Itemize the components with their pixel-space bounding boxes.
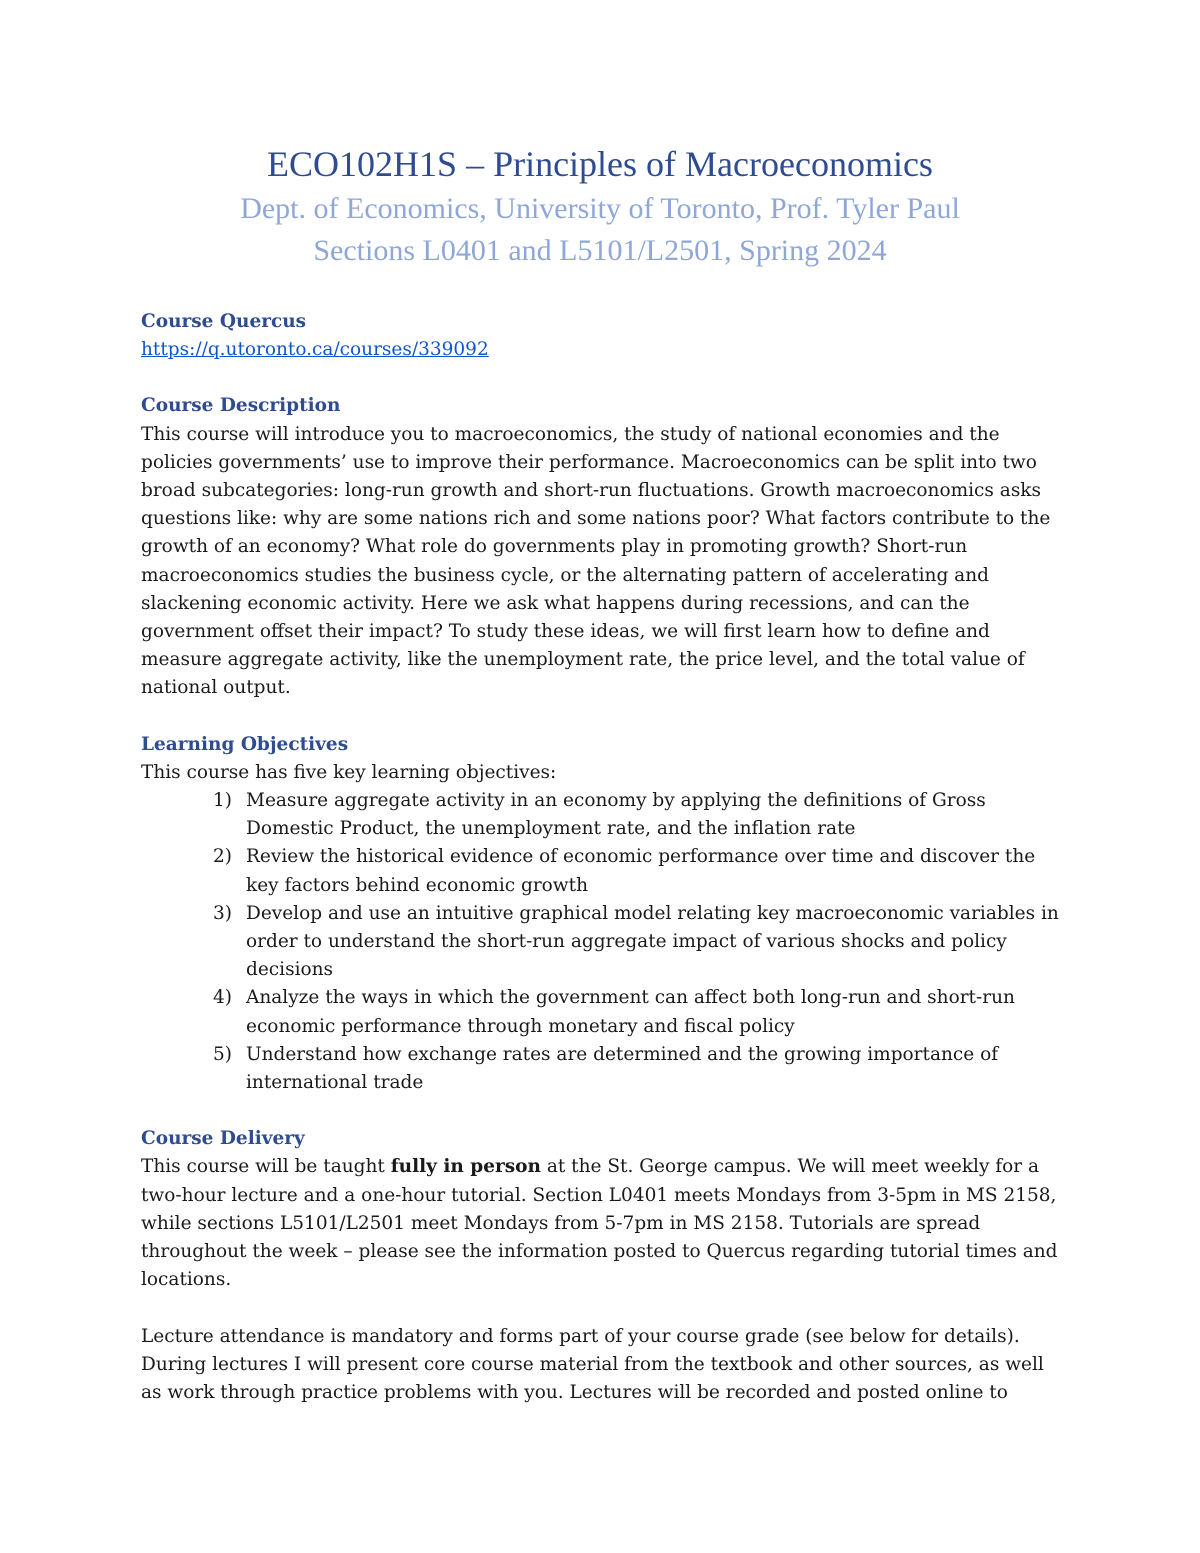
- heading-course-quercus: Course Quercus: [141, 311, 307, 332]
- delivery-paragraph-2: Lecture attendance is mandatory and forms part of your course grade (see below for details). During lectures I will present core course material from the textbook and other sources, as well as work through practice problems with you. Lectures will be recorded and posted online to: [141, 1325, 1044, 1403]
- title-block: [100, 140, 1100, 272]
- delivery-paragraph-1: [141, 1153, 1061, 1294]
- section-course-description: [141, 392, 1061, 702]
- quercus-link[interactable]: https://q.utoronto.ca/courses/339092: [141, 339, 489, 361]
- list-item-text: Analyze the ways in which the government can affect both long-run and short-run economic performance through monetary and fiscal policy: [246, 987, 1015, 1037]
- document-body: [141, 308, 1061, 1435]
- subtitle-sections: Sections L0401 and L5101/L2501, Spring 2024: [313, 234, 887, 267]
- list-item-number: 3): [213, 902, 232, 924]
- list-item-number: 2): [213, 846, 232, 868]
- list-item: [141, 984, 1061, 1040]
- delivery-emphasis: fully in person: [390, 1156, 541, 1178]
- section-learning-objectives: [141, 731, 1061, 1098]
- objectives-list: [141, 787, 1061, 1097]
- list-item: [141, 900, 1061, 985]
- list-item-text: Review the historical evidence of economic performance over time and discover the key factors behind economic growth: [246, 846, 1036, 896]
- list-item-number: 4): [213, 987, 232, 1009]
- heading-learning-objectives: Learning Objectives: [141, 733, 349, 755]
- list-item: [141, 1041, 1061, 1097]
- page-title: ECO102H1S – Principles of Macroeconomics: [267, 144, 933, 184]
- list-item-text: Measure aggregate activity in an economy by applying the definitions of Gross Domestic Product, the unemployment rate, and the inflation rate: [246, 790, 986, 840]
- delivery-text-before: This course will be taught: [141, 1156, 391, 1178]
- list-item-number: 1): [213, 790, 232, 812]
- section-course-quercus: [141, 308, 1061, 364]
- description-paragraph: This course will introduce you to macroeconomics, the study of national economies and the policies governments’ use to improve their performance. Macroeconomics can be split into two broad subcategories: long-run growth and short-run fluctuations. Growth macroeconomics asks questions like: why are some nations rich and some nations poor? What factors contribute to the growth of an economy? What role do governments play in promoting growth? Short-run macroeconomics studies the business cycle, or the alternating pattern of accelerating and slackening economic activity. Here we ask what happens during recessions, and can the government offset their impact? To study these ideas, we will first learn how to define and measure aggregate activity, like the unemployment rate, the price level, and the total value of national output.: [141, 423, 1051, 699]
- subtitle-department: Dept. of Economics, University of Toronto, Prof. Tyler Paul: [240, 192, 960, 225]
- delivery-text-after: at the St. George campus. We will meet weekly for a two-hour lecture and a one-hour tutorial. Section L0401 meets Mondays from 3-5pm in MS 2158, while sections L5101/L2501 meet Mondays from 5-7pm in MS 2158. Tutorials are spread throughout the week – please see the information posted to Quercus regarding tutorial times and locations.: [141, 1156, 1058, 1291]
- list-item: [141, 787, 1061, 843]
- list-item-text: Understand how exchange rates are determined and the growing importance of international trade: [246, 1043, 999, 1094]
- objectives-intro: This course has five key learning objectives:: [141, 761, 557, 783]
- heading-course-delivery: Course Delivery: [141, 1128, 305, 1150]
- list-item: [141, 843, 1061, 899]
- section-course-delivery: [141, 1125, 1061, 1407]
- paragraph-spacer: [141, 1295, 1061, 1323]
- heading-course-description: Course Description: [141, 395, 341, 417]
- list-item-number: 5): [213, 1043, 232, 1065]
- list-item-text: Develop and use an intuitive graphical model relating key macroeconomic variables in order to understand the short-run aggregate impact of various shocks and policy decisions: [246, 902, 1059, 981]
